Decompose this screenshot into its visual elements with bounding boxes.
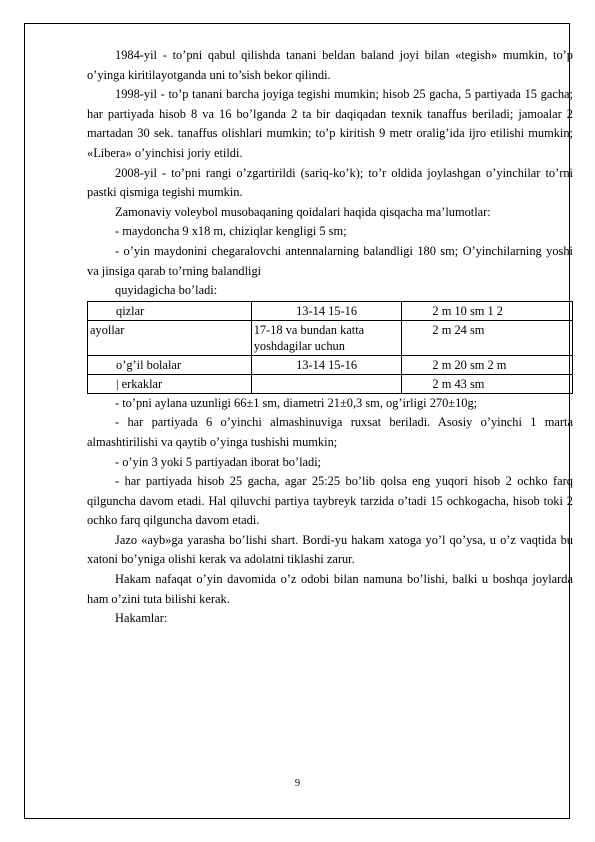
table-cell: ayollar — [88, 320, 252, 355]
table-cell: 2 m 43 sm — [402, 374, 573, 393]
table-cell: qizlar — [88, 301, 252, 320]
rule-sets: - o’yin 3 yoki 5 partiyadan iborat bo’ladi; — [115, 454, 322, 469]
table-row — [88, 320, 573, 355]
paragraph-2008: 2008-yil - to’pni rangi o’zgartirildi (sariq-ko’k); to’r oldida joylashgan o’yinchilar to’rni pastki qismiga tegishi mumkin. — [87, 165, 573, 200]
net-height-table — [87, 301, 573, 394]
rule-scoring: - har partiyada hisob 25 gacha, agar 25:25 bo’lib qolsa eng yuqori hisob 2 ochko farq qilguncha davom etadi. Hal qiluvchi partiya taybreyk tarzida o’tadi 15 ochkogacha, hisob toki 2 ochko farq qilguncha davom etadi. — [87, 474, 573, 528]
rule-antenna-height: - o’yin maydonini chegaralovchi antennalarning balandligi 180 sm; O’yinchilarning yoshi va jinsiga qarab to’rning balandligi — [87, 243, 573, 278]
table-cell: 13-14 15-16 — [251, 301, 402, 320]
paragraph-referee-conduct: Hakam nafaqat o’yin davomida o’z odobi bilan namuna bo’lishi, balki u boshqa joylarda ham o’zini tuta bilishi kerak. — [87, 572, 573, 606]
table-row — [88, 301, 573, 320]
table-cell: 13-14 15-16 — [251, 355, 402, 374]
paragraph-1984: 1984-yil - to’pni qabul qilishda tanani beldan baland joyi bilan «tegish» mumkin, to’p o’yinga kiritilayotganda uni to’sish bekor qilindi. — [87, 48, 573, 82]
paragraph-net-height-intro: quyidagicha bo’ladi: — [115, 283, 218, 298]
paragraph-referees-heading: Hakamlar: — [115, 611, 168, 626]
paragraph-1998: 1998-yil - to’p tanani barcha joyiga tegishi mumkin; hisob 25 gacha, 5 partiyada 15 gacha; har partiyada hisob 8 va 16 bo’lganda 2 ta bir daqiqadan texnik tanaffus beriladi; jamoalar 2 martadan 30 sek. tanaffus olishlari mumkin; to’p kiritish 9 metr oralig’ida ijro etilishi mumkin; «Libera» o’yinchisi joriy etildi. — [87, 87, 573, 160]
document-body — [87, 46, 573, 629]
table-cell: 17-18 va bundan katta yoshdagilar uchun — [251, 320, 402, 355]
table-cell: 2 m 10 sm 1 2 — [402, 301, 573, 320]
table-row — [88, 355, 573, 374]
table-cell: | erkaklar — [88, 374, 252, 393]
rule-court-size: - maydoncha 9 x18 m, chiziqlar kengligi 5 sm; — [115, 224, 347, 239]
table-cell: 2 m 20 sm 2 m — [402, 355, 573, 374]
page-number: 9 — [294, 778, 301, 789]
paragraph-rules-intro: Zamonaviy voleybol musobaqaning qoidalari haqida qisqacha ma’lumotlar: — [115, 204, 491, 219]
table-cell — [251, 374, 402, 393]
table-cell: 2 m 24 sm — [402, 320, 573, 355]
paragraph-penalty: Jazo «ayb»ga yarasha bo’lishi shart. Bordi-yu hakam xatoga yo’l qo’ysa, u o’z vaqtida bu xatoni bo’yniga olishi kerak va adolatni tiklashi zarur. — [87, 532, 573, 567]
rule-substitutions: - har partiyada 6 o’yinchi almashinuviga ruxsat beriladi. Asosiy o’yinchi 1 marta almashtirilishi va qaytib o’yinga tushishi mumkin; — [87, 415, 573, 449]
table-row — [88, 374, 573, 393]
rule-ball-spec: - to’pni aylana uzunligi 66±1 sm, diametri 21±0,3 sm, og’irligi 270±10g; — [115, 395, 478, 410]
table-cell: o’g’il bolalar — [88, 355, 252, 374]
